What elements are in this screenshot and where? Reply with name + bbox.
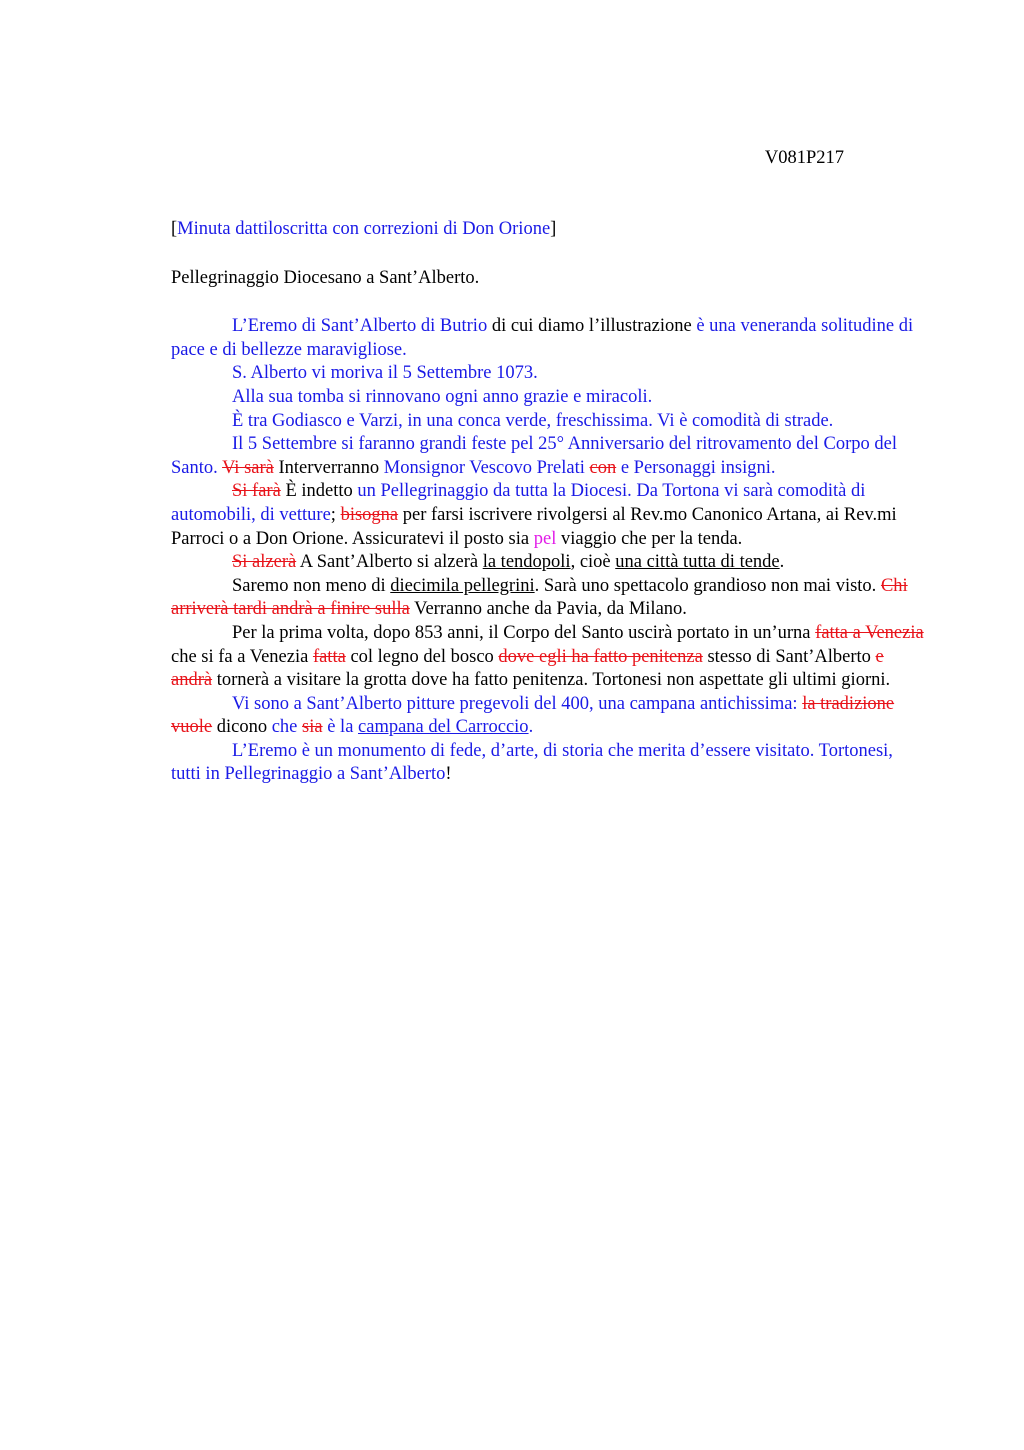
added-text-run: è la [322,717,359,738]
added-text-run: Il 5 Settembre si faranno grandi feste pel 25° Anniversario del ritrovamento del Corpo del Santo. [171,434,897,478]
paragraph [171,551,926,575]
added-text-run: L’Eremo è un monumento di fede, d’arte, di storia che merita d’essere visitato. Tortonesi, tutti in Pellegrinaggio a Sant’Alberto [171,740,893,785]
text-run: ; [330,504,341,525]
paragraph [171,740,926,787]
text-run: col legno del bosco [345,646,499,667]
note-close-bracket: ] [550,219,557,239]
added-text-run: un Pellegrinaggio da tutta la Diocesi. Da Tortona vi sarà comodità di automobili, di vetture [171,481,866,525]
deleted-text-run: e andrà [171,646,884,691]
paragraphs [171,315,926,787]
deleted-text-run: la tradizione vuole [171,693,895,738]
text-run: di cui diamo l’illustrazione [487,316,697,337]
text-run: ! [445,764,452,785]
added-text-run: e Personaggi insigni. [616,457,776,478]
added-text-run: è una veneranda solitudine di pace e di bellezze maravigliose. [171,316,914,360]
note-text: Minuta dattiloscritta con correzioni di Don Orione [177,219,551,239]
added-text-run: Monsignor Vescovo Prelati [383,457,590,478]
deleted-text-run: bisogna [340,504,399,525]
text-run: dicono [212,717,272,738]
editorial-note [171,218,926,242]
deleted-text-run: Si farà [232,481,281,502]
deleted-text-run: con [589,457,617,478]
text-run: la tendopoli [482,552,571,573]
text-run: Per la prima volta, dopo 853 anni, il Corpo del Santo uscirà portato in un’urna [232,622,816,643]
paragraph [171,315,926,362]
added-text-run: L’Eremo di Sant’Alberto di Butrio [232,316,488,337]
document-title: Pellegrinaggio Diocesano a Sant’Alberto. [171,267,480,288]
deleted-text-run: fatta [312,646,346,667]
paragraph [171,622,926,693]
added-text-run: È tra Godiasco e Varzi, in una conca verde, freschissima. Vi è comodità di strade. [232,410,834,431]
text-run: . [779,552,785,573]
deleted-text-run: dove egli ha fatto penitenza [498,646,703,667]
paragraph [171,693,926,740]
document-body [171,218,926,787]
deleted-text-run: Vi sarà [222,457,274,478]
text-run: Interverranno [273,457,384,478]
text-run: Saremo non meno di [232,575,391,596]
magenta-correction-run: pel [533,528,557,549]
added-text-run: campana del Carroccio [358,717,529,738]
added-text-run: che [271,717,303,738]
text-run: per farsi iscrivere rivolgersi al Rev.mo Canonico Artana, ai Rev.mi Parroci o a Don Orione. Assicuratevi il posto sia [171,504,897,549]
deleted-text-run: sia [302,717,323,738]
text-run: È indetto [280,481,358,502]
paragraph [171,362,926,386]
note-open-bracket: [ [171,219,178,239]
added-text-run: Alla sua tomba si rinnovano ogni anno grazie e miracoli. [232,386,653,407]
deleted-text-run: fatta a Venezia [815,622,924,643]
text-run: una città tutta di tende [615,552,780,573]
deleted-text-run: Si alzerà [232,552,297,573]
text-run: Verranno anche da Pavia, da Milano. [409,599,687,620]
paragraph [171,386,926,410]
text-run: tornerà a visitare la grotta dove ha fatto penitenza. Tortonesi non aspettate gli ultimi giorni. [212,670,891,691]
paragraph [171,433,926,480]
text-run: viaggio che per la tenda. [556,528,743,549]
text-run: . Sarà uno spettacolo grandioso non mai visto. [534,575,881,596]
added-text-run: S. Alberto vi moriva il 5 Settembre 1073. [232,363,538,384]
text-run: stesso di Sant’Alberto [702,646,876,667]
document-id: V081P217 [764,148,844,168]
paragraph [171,575,926,622]
added-text-run: Vi sono a Sant’Alberto pitture pregevoli del 400, una campana antichissima: [232,693,803,714]
text-run: A Sant’Alberto si alzerà [296,552,483,573]
text-run: che si fa a Venezia [171,646,313,667]
text-run: diecimila pellegrini [390,575,535,596]
deleted-text-run: Chi arriverà tardi andrà a finire sulla [171,575,908,620]
paragraph [171,410,926,434]
paragraph [171,480,926,551]
text-run: , cioè [570,552,616,573]
added-text-run: . [528,717,534,738]
